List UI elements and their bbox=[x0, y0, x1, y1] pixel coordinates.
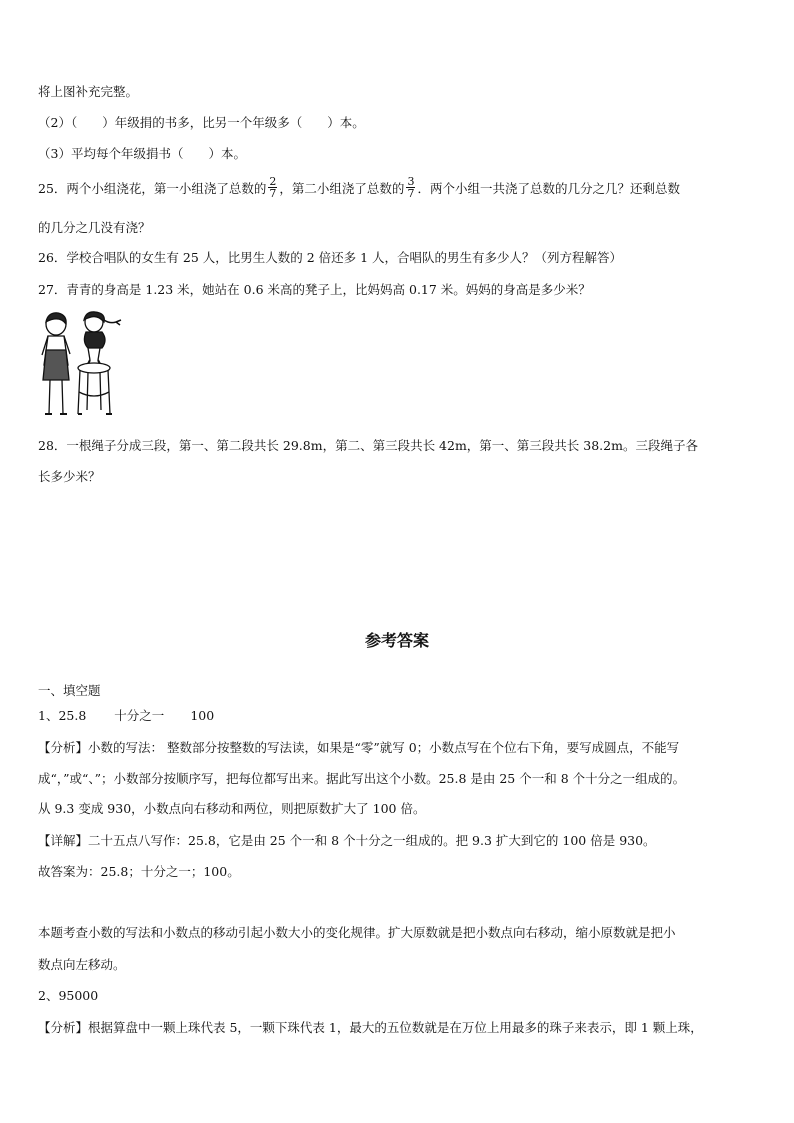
question-25 bbox=[38, 175, 680, 201]
section-heading: 一、填空题 bbox=[38, 683, 101, 698]
fraction-numerator: 2 bbox=[269, 175, 277, 188]
question-28-cont: 长多少米？ bbox=[38, 469, 101, 484]
analysis-line: 【分析】根据算盘中一颗上珠代表 5，一颗下珠代表 1，最大的五位数就是在万位上用最多的珠子来表示，即 1 颗上珠， bbox=[38, 1020, 703, 1035]
q25-text-c: ．两个小组一共浇了总数的几分之几？还剩总数 bbox=[417, 181, 680, 196]
question-3: （3）平均每个年级捐书（ ）本。 bbox=[38, 146, 246, 161]
analysis-line: 【分析】小数的写法： 整数部分按整数的写法读，如果是“零”就写 0；小数点写在个位右下角，要写成圆点，不能写 bbox=[38, 740, 680, 755]
text-line: 将上图补充完整。 bbox=[38, 84, 139, 99]
summary-line: 数点向左移动。 bbox=[38, 957, 126, 972]
girl-on-stool-illustration bbox=[36, 310, 136, 422]
answers-title: 参考答案 bbox=[364, 631, 429, 650]
fraction-numerator: 3 bbox=[407, 175, 415, 188]
answer-1 bbox=[38, 708, 214, 724]
fraction-3-7 bbox=[406, 176, 415, 199]
answer-line: 故答案为：25.8；十分之一；100。 bbox=[38, 864, 240, 879]
summary-line: 本题考查小数的写法和小数点的移动引起小数大小的变化规律。扩大原数就是把小数点向右移动，缩小原数就是把小 bbox=[38, 925, 676, 940]
q25-text-a: 25．两个小组浇花，第一小组浇了总数的 bbox=[38, 181, 267, 196]
answer-1-value-2: 十分之一 bbox=[114, 708, 165, 723]
fraction-denominator: 7 bbox=[269, 187, 277, 200]
answer-1-value: 1、25.8 bbox=[38, 708, 87, 723]
analysis-line: 成“，”或“、”；小数部分按顺序写，把每位都写出来。据此写出这个小数。25.8 是由 25 个一和 8 个十分之一组成的。 bbox=[38, 771, 686, 786]
detail-line: 【详解】二十五点八写作：25.8，它是由 25 个一和 8 个十分之一组成的。把 9.3 扩大到它的 100 倍是 930。 bbox=[38, 833, 656, 848]
answer-1-value-3: 100 bbox=[190, 708, 215, 723]
fraction-denominator: 7 bbox=[407, 187, 415, 200]
question-28: 28．一根绳子分成三段，第一、第二段共长 29.8m，第二、第三段共长 42m，第一、第三段共长 38.2m。三段绳子各 bbox=[38, 438, 698, 453]
analysis-line: 从 9.3 变成 930，小数点向右移动和两位，则把原数扩大了 100 倍。 bbox=[38, 801, 426, 816]
question-26: 26．学校合唱队的女生有 25 人，比男生人数的 2 倍还多 1 人，合唱队的男生有多少人？（列方程解答） bbox=[38, 250, 623, 265]
fraction-2-7 bbox=[268, 176, 277, 199]
answer-2: 2、95000 bbox=[38, 988, 99, 1003]
question-27: 27．青青的身高是 1.23 米，她站在 0.6 米高的凳子上，比妈妈高 0.17 米。妈妈的身高是多少米？ bbox=[38, 282, 591, 297]
q25-text-b: ，第二小组浇了总数的 bbox=[279, 181, 405, 196]
question-2: （2）（ ）年级捐的书多，比另一个年级多（ ）本。 bbox=[38, 115, 365, 130]
question-25-cont: 的几分之几没有浇？ bbox=[38, 220, 151, 235]
